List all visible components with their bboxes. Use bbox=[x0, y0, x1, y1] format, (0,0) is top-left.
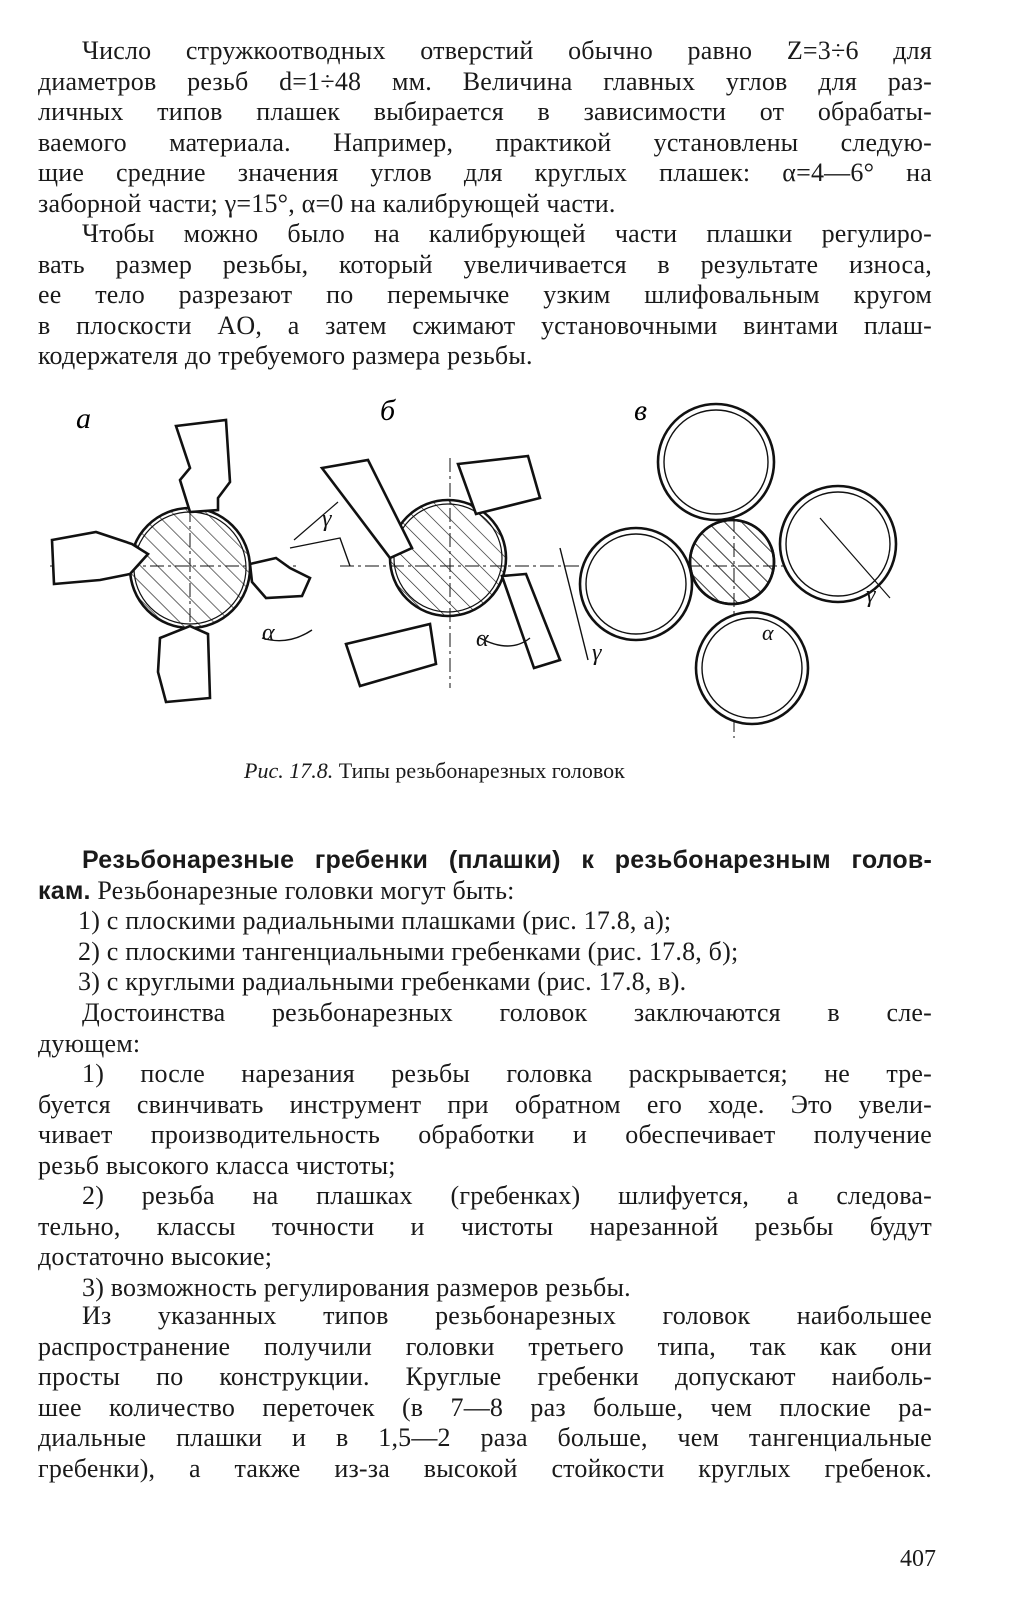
advantages-block bbox=[38, 998, 932, 1303]
alpha-label-a: α bbox=[262, 620, 275, 646]
section-heading: Резьбонарезные гребенки (плашки) к резьбонарезным голов- bbox=[82, 846, 932, 874]
gamma-label-b: γ bbox=[592, 640, 602, 666]
figure-caption bbox=[244, 758, 625, 784]
gamma-label-a: γ bbox=[322, 506, 332, 532]
paragraph-1 bbox=[38, 36, 932, 219]
alpha-label-b: α bbox=[476, 626, 489, 652]
text-line: 2) резьба на плашках (гребенках) шлифуется, а следова- bbox=[82, 1181, 932, 1210]
section-heading-cont: кам. bbox=[38, 876, 91, 905]
gamma-label-c: γ bbox=[866, 582, 876, 608]
view-a-radial-dies bbox=[50, 420, 350, 702]
text-line: Из указанных типов резьбонарезных головок наибольшее bbox=[82, 1301, 932, 1330]
text-line: распространение получили головки третьего типа, так как они bbox=[38, 1331, 932, 1361]
text-line: личных типов плашек выбирается в зависимости от обрабаты- bbox=[38, 97, 932, 126]
view-b-tangential-chasers bbox=[322, 456, 602, 688]
caption-text: Типы резьбонарезных головок bbox=[338, 758, 625, 783]
text-line: Достоинства резьбонарезных головок заключаются в сле- bbox=[82, 998, 932, 1027]
text-line: Чтобы можно было на калибрующей части плашки регулиро- bbox=[82, 219, 932, 248]
text-line: гребенки), а также из-за высокой стойкости круглых гребенок. bbox=[38, 1453, 932, 1483]
text-line: тельно, классы точности и чистоты нарезанной резьбы будут bbox=[38, 1211, 932, 1241]
figure-17-8 bbox=[40, 398, 940, 758]
view-c-circular-chasers bbox=[580, 404, 896, 738]
label-a: а bbox=[76, 402, 91, 435]
caption-prefix: Рис. 17.8. bbox=[244, 758, 334, 783]
text-line: Число стружкоотводных отверстий обычно равно Z=3÷6 для bbox=[82, 36, 932, 65]
text-line: буется свинчивать инструмент при обратном его ходе. Это увели- bbox=[38, 1089, 932, 1119]
text-line: в плоскости AO, а затем сжимают установочными винтами плаш- bbox=[38, 310, 932, 340]
text-line: просты по конструкции. Круглые гребенки допускают наиболь- bbox=[38, 1362, 932, 1391]
list-item: 1) с плоскими радиальными плашками (рис. 17.8, а); bbox=[78, 906, 672, 935]
thread-cutting-heads-drawing bbox=[40, 398, 940, 758]
text-line: 3) возможность регулирования размеров резьбы. bbox=[82, 1272, 631, 1302]
text-line: 1) после нарезания резьбы головка раскрывается; не тре- bbox=[82, 1059, 932, 1088]
text-line: ее тело разрезают по перемычке узким шлифовальным кругом bbox=[38, 280, 932, 309]
paragraph-2 bbox=[38, 219, 932, 372]
text-line: достаточно высокие; bbox=[38, 1242, 273, 1271]
text-line: шее количество переточек (в 7—8 раз больше, чем плоские ра- bbox=[38, 1392, 932, 1422]
text-line: дующем: bbox=[38, 1028, 141, 1058]
alpha-label-c: α bbox=[762, 620, 774, 645]
text-line: вать размер резьбы, который увеличивается в результате износа, bbox=[38, 249, 932, 279]
list-item: 2) с плоскими тангенциальными гребенками (рис. 17.8, б); bbox=[78, 936, 739, 966]
section-heads bbox=[38, 845, 932, 998]
section-heading-rest: Резьбонарезные головки могут быть: bbox=[97, 875, 515, 905]
text-line: чивает производительность обработки и обеспечивает получение bbox=[38, 1120, 932, 1149]
text-line bbox=[38, 876, 932, 907]
text-line: диаметров резьб d=1÷48 мм. Величина главных углов для раз- bbox=[38, 66, 932, 96]
text-line: диальные плашки и в 1,5—2 раза больше, чем тангенциальные bbox=[38, 1423, 932, 1452]
text-line: ваемого материала. Например, практикой установлены следую- bbox=[38, 127, 932, 157]
text-line: кодержателя до требуемого размера резьбы. bbox=[38, 341, 533, 370]
list-item: 3) с круглыми радиальными гребенками (рис. 17.8, в). bbox=[78, 967, 687, 996]
label-b: б bbox=[380, 398, 396, 427]
text-line: заборной части; γ=15°, α=0 на калибрующей части. bbox=[38, 188, 616, 218]
paragraph-4 bbox=[38, 1301, 932, 1484]
text-line: щие средние значения углов для круглых плашек: α=4—6° на bbox=[38, 158, 932, 187]
text-line: резьб высокого класса чистоты; bbox=[38, 1150, 396, 1180]
label-c: в bbox=[634, 398, 648, 427]
page-number: 407 bbox=[900, 1546, 936, 1572]
